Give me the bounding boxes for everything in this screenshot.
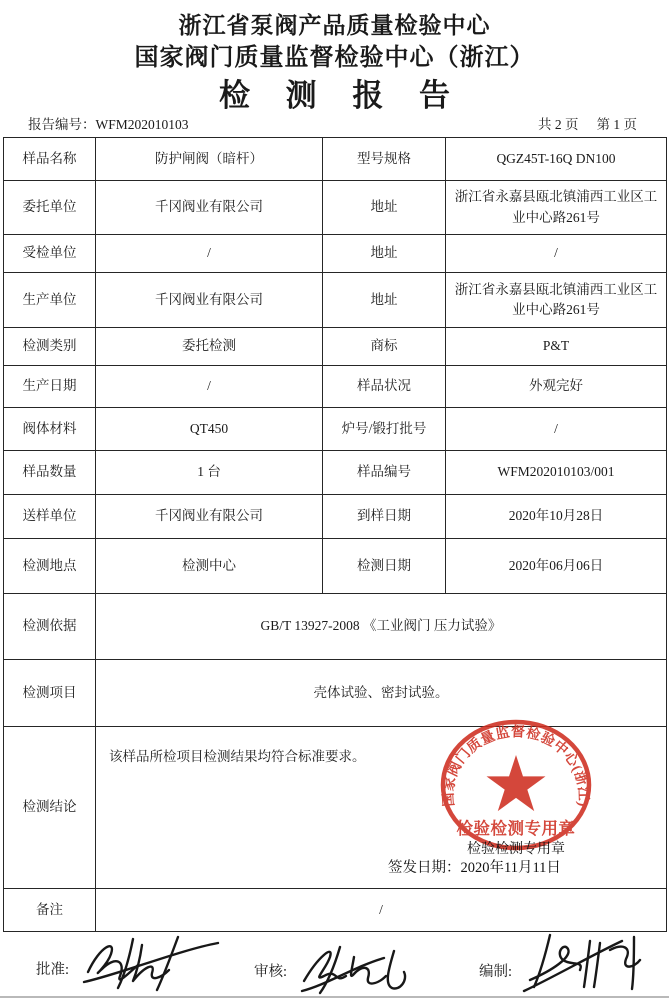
table-row [4,138,667,181]
test-items-value: 壳体试验、密封试验。 [96,660,667,727]
row-label: 检测类别 [4,328,96,366]
row-value: / [96,366,323,408]
row-label2: 样品编号 [323,451,446,495]
row-value: 1 台 [96,451,323,495]
report-number-value: WFM202010103 [95,117,189,132]
stamp-ring [443,722,589,848]
row-label: 委托单位 [4,181,96,235]
row-value2: 浙江省永嘉县瓯北镇浦西工业区工业中心路261号 [446,273,667,328]
row-value2: 外观完好 [446,366,667,408]
row-value: 防护闸阀（暗杆） [96,138,323,181]
signature-footer [0,925,669,1000]
report-number-label: 报告编号： [28,117,96,132]
row-value: 千冈阀业有限公司 [96,181,323,235]
row-label2: 地址 [323,235,446,273]
issue-date: 签发日期：2020年11月11日 [388,860,561,876]
row-value: / [96,235,323,273]
row-value2: WFM202010103/001 [446,451,667,495]
remark-value: / [96,889,667,932]
table-row [4,235,667,273]
row-label: 备注 [4,889,96,932]
row-label2: 地址 [323,181,446,235]
table-row [4,495,667,539]
row-label2: 炉号/锻打批号 [323,408,446,451]
row-label: 送样单位 [4,495,96,539]
row-label2: 样品状况 [323,366,446,408]
table-row [4,181,667,235]
row-value2: / [446,235,667,273]
org-name-line2: 国家阀门质量监督检验中心（浙江） [134,45,535,71]
stamp-inner-text: 检验检测专用章 [456,819,576,838]
row-value2: 浙江省永嘉县瓯北镇浦西工业区工业中心路261号 [446,181,667,235]
table-row-basis [4,594,667,660]
prepare-label: 编制: [479,964,513,980]
table-row [4,273,667,328]
approver-signature [78,930,226,998]
stamp-star-icon [487,755,546,811]
row-value: 千冈阀业有限公司 [96,495,323,539]
row-label2: 商标 [323,328,446,366]
row-label: 生产单位 [4,273,96,328]
row-value2: P&T [446,328,667,366]
row-label: 样品数量 [4,451,96,495]
table-row [4,366,667,408]
preparer-signature [518,929,660,995]
table-row [4,451,667,495]
test-basis-value: GB/T 13927-2008 《工业阀门 压力试验》 [96,594,667,660]
approve-label: 批准: [36,962,70,978]
table-row [4,408,667,451]
report-number [28,113,189,133]
row-value: 千冈阀业有限公司 [96,273,323,328]
table-row-conclusion [4,727,667,889]
row-value: 委托检测 [96,328,323,366]
row-value: QT450 [96,408,323,451]
table-row [4,539,667,594]
page-bottom-edge [0,996,669,998]
row-label: 检测项目 [4,660,96,727]
stamp-caption: 检验检测专用章 [467,842,565,857]
row-label: 检测地点 [4,539,96,594]
table-row [4,328,667,366]
page-indicator [520,113,637,133]
row-value2: / [446,408,667,451]
row-value2: 2020年10月28日 [446,495,667,539]
reviewer-signature [294,937,428,995]
report-title: 检 测 报 告 [219,78,464,113]
row-label: 受检单位 [4,235,96,273]
row-label2: 检测日期 [323,539,446,594]
svg-text:国家阀门质量监督检验中心(浙江) [440,723,592,808]
row-label: 阀体材料 [4,408,96,451]
stamp-ring-text: 国家阀门质量监督检验中心(浙江) [441,725,591,808]
conclusion-cell [96,727,667,889]
row-label2: 到样日期 [323,495,446,539]
row-value: 检测中心 [96,539,323,594]
row-label2: 型号规格 [323,138,446,181]
row-label: 检测依据 [4,594,96,660]
review-label: 审核: [254,964,288,980]
row-value2: 2020年06月06日 [446,539,667,594]
conclusion-text: 该样品所检项目检测结果均符合标准要求。 [109,749,366,764]
row-value2: QGZ45T-16Q DN100 [446,138,667,181]
row-label: 检测结论 [4,727,96,889]
row-label: 生产日期 [4,366,96,408]
table-row-items [4,660,667,727]
pages-total: 共 2 页 [538,117,579,132]
row-label2: 地址 [323,273,446,328]
org-name-line1: 浙江省泵阀产品质量检验中心 [178,13,491,38]
report-table [3,137,667,932]
row-label: 样品名称 [4,138,96,181]
page-current: 第 1 页 [596,117,637,132]
